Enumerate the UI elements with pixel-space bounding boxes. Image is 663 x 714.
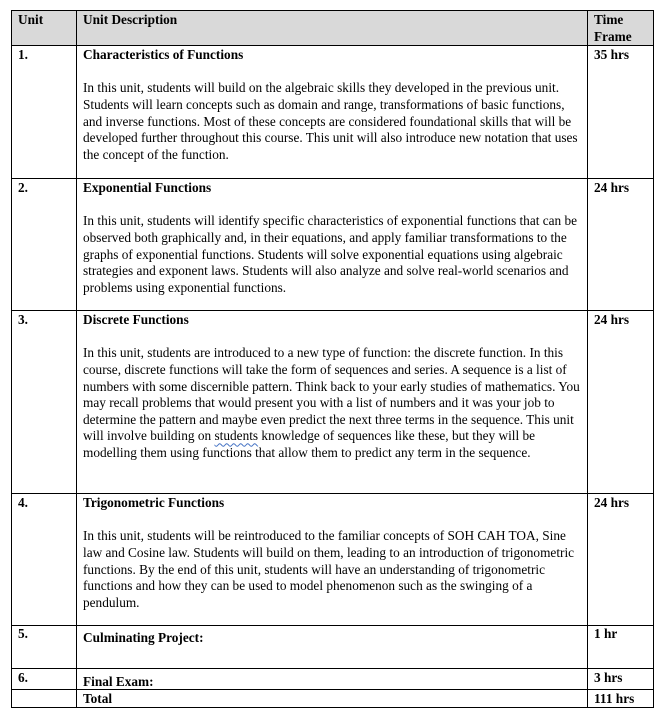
unit-time-frame: 35 hrs (588, 46, 654, 179)
table-row (12, 311, 654, 494)
unit-time-frame: 24 hrs (588, 311, 654, 494)
table-row (12, 494, 654, 626)
unit-description-cell (77, 311, 588, 494)
total-time: 111 hrs (588, 690, 654, 708)
unit-time-frame: 1 hr (588, 626, 654, 669)
unit-time-frame: 24 hrs (588, 494, 654, 626)
unit-number: 4. (12, 494, 77, 626)
header-time-frame: Time Frame (588, 11, 654, 46)
unit-number: 6. (12, 669, 77, 690)
total-label: Total (77, 690, 588, 708)
unit-number: 2. (12, 179, 77, 311)
total-unit-empty (12, 690, 77, 708)
unit-description (83, 345, 581, 461)
table-header-row (12, 11, 654, 46)
table-row (12, 669, 654, 690)
unit-title: Discrete Functions (83, 312, 189, 328)
total-row (12, 690, 654, 708)
spellcheck-flagged-word[interactable]: students (214, 428, 259, 444)
unit-description: In this unit, students will identify specific characteristics of exponential functions that can be observed both graphically and, in their equations, and apply familiar transformations to the graphs of exponential functions. Students will solve exponential equations using algebraic strategies and exponent laws. Students will also analyze and solve real-world scenarios and problems using exponential functions. (83, 213, 578, 295)
unit-title: Final Exam: (83, 674, 154, 690)
unit-number: 1. (12, 46, 77, 179)
description-text-after: knowledge of sequences like these, but they will be modelling them using functions that allow them to predict any term in the sequence. (83, 428, 536, 460)
unit-description-cell (77, 669, 588, 690)
table-row (12, 179, 654, 311)
unit-title: Exponential Functions (83, 180, 212, 196)
unit-description-cell (77, 179, 588, 311)
unit-description: In this unit, students will be reintroduced to the familiar concepts of SOH CAH TOA, Sine law and Cosine law. Students will build on them, leading to an introduction of trigonometric functions. By the end of this unit, students will have an understanding of trigonometric functions and how they can be used to model phenomenon such as the swinging of a pendulum. (83, 528, 575, 610)
header-unit: Unit (12, 11, 77, 46)
unit-description-cell (77, 626, 588, 669)
unit-time-frame: 24 hrs (588, 179, 654, 311)
table-row (12, 46, 654, 179)
unit-description: In this unit, students will build on the algebraic skills they developed in the previous unit. Students will learn concepts such as domain and range, transformations of basic functions, and inverse functions. Most of these concepts are considered foundational skills that will be developed further throughout this course. This unit will also introduce new notation that uses the concept of the function. (83, 80, 578, 162)
course-units-table (11, 10, 654, 708)
description-text-before: In this unit, students are introduced to a new type of function: the discrete function. In this course, discrete functions will take the form of sequences and series. A sequence is a list of numbers with some discernible pattern. Think back to your early studies of mathematics. You may recall problems that would present you with a list of numbers and it was your job to determine the pattern and maybe even predict the next three terms in the sequence. This unit will involve building on (83, 345, 580, 444)
unit-title: Culminating Project: (83, 630, 204, 646)
unit-number: 3. (12, 311, 77, 494)
unit-number: 5. (12, 626, 77, 669)
unit-title: Trigonometric Functions (83, 495, 225, 511)
unit-description-cell (77, 494, 588, 626)
unit-time-frame: 3 hrs (588, 669, 654, 690)
header-unit-description: Unit Description (77, 11, 588, 46)
unit-description-cell (77, 46, 588, 179)
unit-title: Characteristics of Functions (83, 47, 244, 63)
table-row (12, 626, 654, 669)
